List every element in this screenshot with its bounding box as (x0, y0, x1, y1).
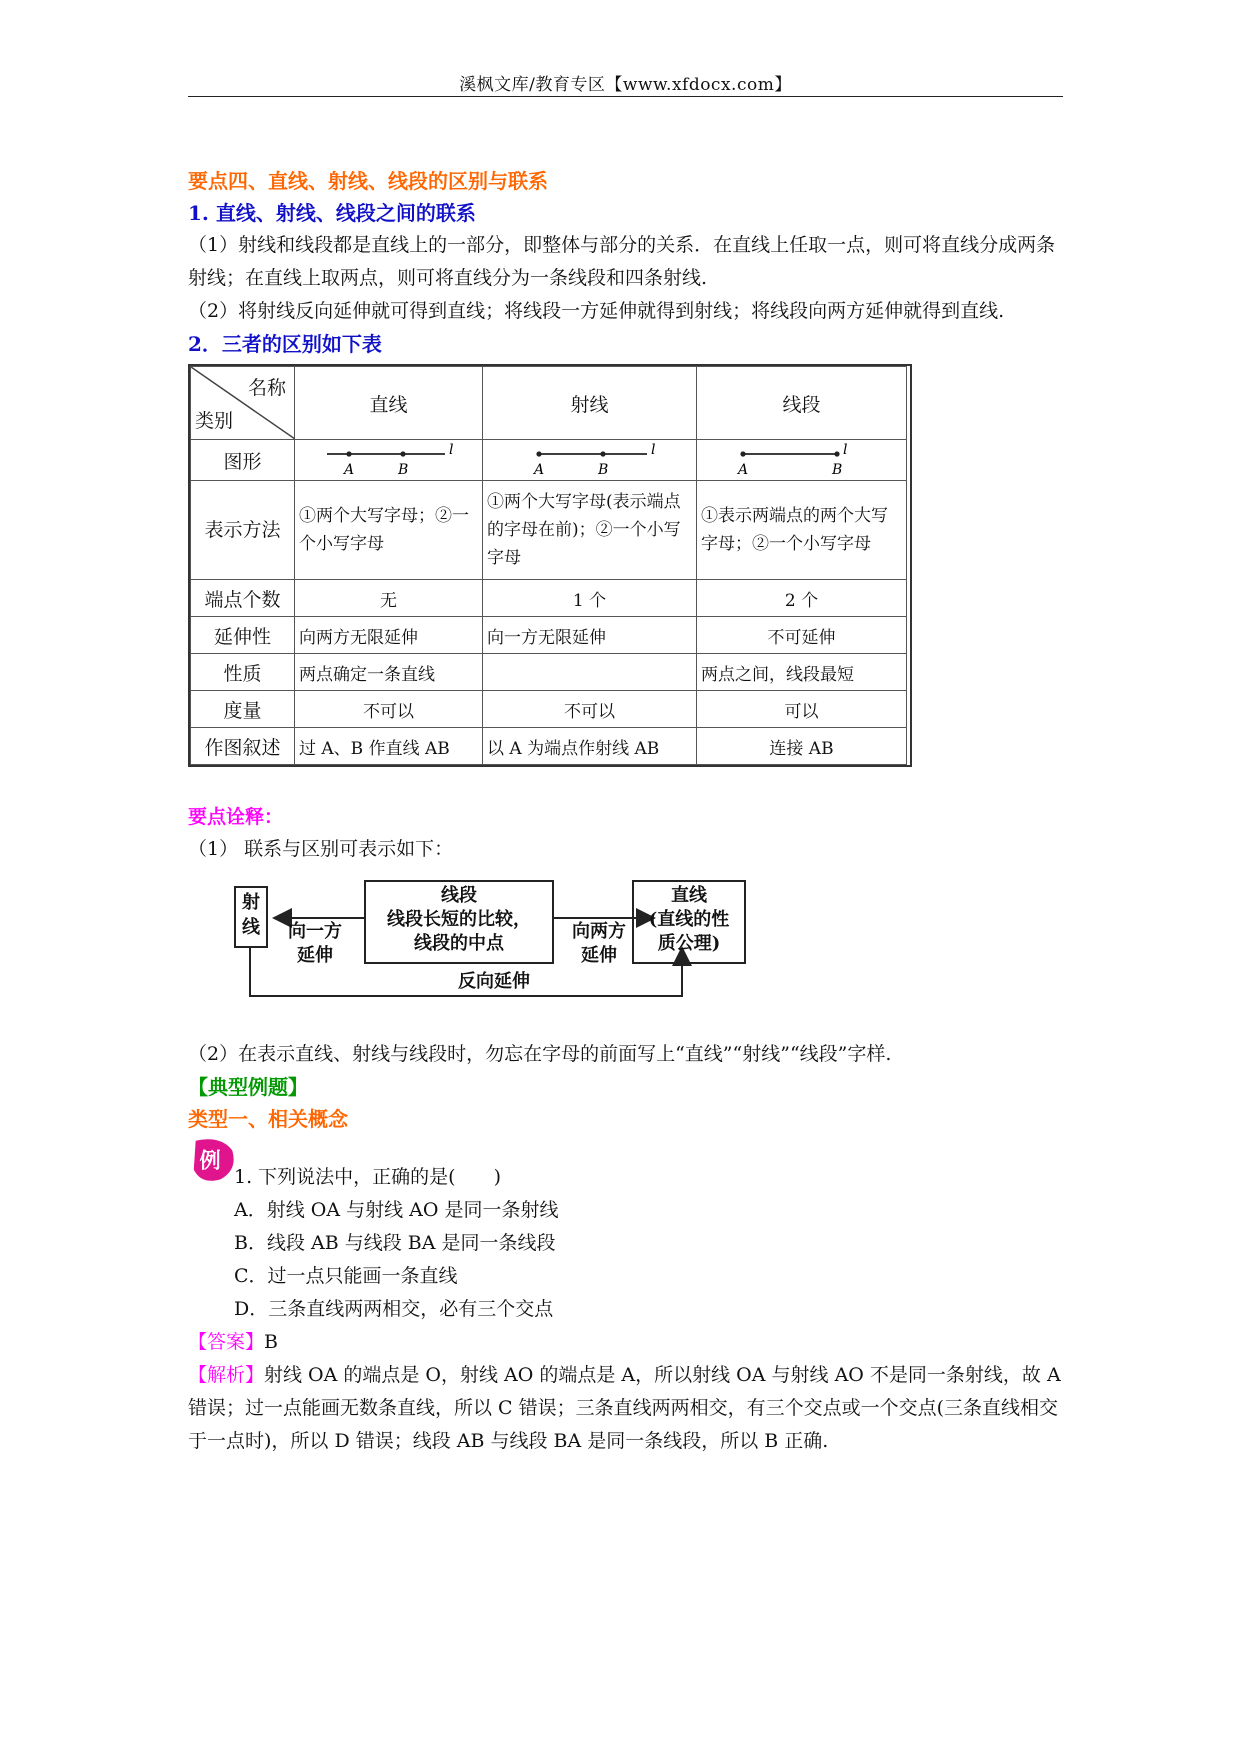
property-line: 两点确定一条直线 (295, 654, 483, 691)
measure-line: 不可以 (295, 691, 483, 728)
row-label-figure: 图形 (191, 440, 295, 481)
row-label-measure: 度量 (191, 691, 295, 728)
answer-tag: 【答案】 (188, 1331, 265, 1353)
analysis-text: 射线 OA 的端点是 O，射线 AO 的端点是 A，所以射线 OA 与射线 AO 不是同一条射线，故 A 错误；过一点能画无数条直线，所以 C 错误；三条直线两两相交，有三个交点或一个交点(三条直线相交于一点时)，所以 D 错误；线段 AB 与线段 BA 是同一条线段，所以 B 正确. (188, 1364, 1061, 1452)
example-badge-label: 例 (199, 1147, 221, 1173)
segment-figure (697, 440, 907, 480)
segment-box (364, 880, 554, 964)
analysis-tag: 【解析】 (188, 1364, 265, 1386)
point-b-label: B (832, 462, 843, 478)
ray-figure (483, 440, 697, 480)
measure-segment: 可以 (697, 691, 907, 728)
row-label-drawing: 作图叙述 (191, 728, 295, 765)
row-label-method: 表示方法 (191, 481, 295, 580)
figure-segment-cell (697, 440, 907, 481)
line-box-line1: 直线 (671, 885, 707, 906)
point-a-label: A (534, 462, 545, 478)
ray-name-label: l (651, 442, 656, 458)
method-line: ①两个大写字母；②一个小写字母 (295, 481, 483, 580)
option-a: A．射线 OA 与射线 AO 是同一条射线 (234, 1199, 559, 1221)
point-a-label: A (738, 462, 749, 478)
corner-category-label: 类别 (195, 410, 234, 432)
subsection-1-title: 1. 直线、射线、线段之间的联系 (188, 201, 476, 225)
header-segment: 线段 (697, 367, 907, 440)
line-box-line3: 质公理) (657, 933, 721, 954)
answer-line (188, 1326, 1063, 1359)
paragraph-1: （1）射线和线段都是直线上的一部分，即整体与部分的关系．在直线上任取一点，则可将直线分成两条射线；在直线上取两点，则可将直线分为一条线段和四条射线. (188, 234, 1056, 289)
subsection-2-title: 2．三者的区别如下表 (188, 332, 382, 356)
answer-value: B (264, 1331, 278, 1353)
drawing-ray: 以 A 为端点作射线 AB (483, 728, 697, 765)
segment-box-line3: 线段的中点 (414, 933, 504, 954)
page-header: 溪枫文库/教育专区【www.xfdocx.com】 (459, 75, 792, 95)
point-b-label: B (598, 462, 609, 478)
drawing-segment: 连接 AB (697, 728, 907, 765)
option-b: B．线段 AB 与线段 BA 是同一条线段 (234, 1232, 556, 1254)
extension-ray: 向一方无限延伸 (483, 617, 697, 654)
paragraph-2: （2）将射线反向延伸就可得到直线；将线段一方延伸就得到射线；将线段向两方延伸就得到直线. (188, 300, 1005, 322)
point-a-label: A (344, 462, 355, 478)
property-segment: 两点之间，线段最短 (697, 654, 907, 691)
arrow-left-line1: 向一方 (288, 921, 342, 942)
property-ray (483, 654, 697, 691)
note-1: （1） 联系与区别可表示如下： (188, 838, 454, 860)
header-line: 直线 (295, 367, 483, 440)
line-figure (295, 440, 483, 480)
header-ray: 射线 (483, 367, 697, 440)
segment-box-line2: 线段长短的比较， (387, 909, 531, 930)
header-rule (188, 96, 1063, 97)
figure-line-cell (295, 440, 483, 481)
extension-line: 向两方无限延伸 (295, 617, 483, 654)
row-label-endpoints: 端点个数 (191, 580, 295, 617)
row-label-property: 性质 (191, 654, 295, 691)
analysis-paragraph (188, 1359, 1063, 1458)
ray-box (234, 886, 268, 948)
segment-box-line1: 线段 (441, 885, 477, 906)
corner-name-label: 名称 (247, 377, 286, 399)
arrow-right-label (556, 920, 642, 968)
endpoints-segment: 2 个 (697, 580, 907, 617)
row-label-extension: 延伸性 (191, 617, 295, 654)
option-c: C．过一点只能画一条直线 (234, 1265, 458, 1287)
type-1-heading: 类型一、相关概念 (188, 1107, 348, 1131)
line-box-line2: (直线的性 (648, 909, 730, 930)
question-1: 1. 下列说法中，正确的是( ) (234, 1166, 501, 1188)
figure-ray-cell (483, 440, 697, 481)
method-segment: ①表示两端点的两个大写字母；②一个小写字母 (697, 481, 907, 580)
method-ray: ①两个大写字母(表示端点的字母在前)；②一个小写字母 (483, 481, 697, 580)
main-content (188, 165, 1063, 1458)
line-name-label: l (449, 442, 454, 458)
point-b-label: B (398, 462, 409, 478)
extension-segment: 不可延伸 (697, 617, 907, 654)
line-box (632, 880, 746, 964)
arrow-right-line2: 延伸 (581, 945, 617, 966)
section-title: 要点四、直线、射线、线段的区别与联系 (188, 169, 548, 193)
relation-diagram (234, 876, 754, 1016)
ray-box-label: 射线 (242, 892, 260, 938)
arrow-left-label (274, 920, 356, 968)
example-1 (188, 1135, 1063, 1326)
drawing-line: 过 A、B 作直线 AB (295, 728, 483, 765)
measure-ray: 不可以 (483, 691, 697, 728)
arrow-right-line1: 向两方 (572, 921, 626, 942)
comparison-table (188, 364, 912, 767)
arrow-left-line2: 延伸 (297, 945, 333, 966)
example-badge-icon (188, 1135, 238, 1185)
endpoints-ray: 1 个 (483, 580, 697, 617)
segment-name-label: l (843, 442, 848, 458)
notes-title: 要点诠释： (188, 806, 284, 828)
table-corner-cell (191, 367, 295, 440)
bottom-arrow-label: 反向延伸 (458, 971, 530, 992)
note-2: （2）在表示直线、射线与线段时，勿忘在字母的前面写上“直线”“射线”“线段”字样. (188, 1043, 892, 1065)
endpoints-line: 无 (295, 580, 483, 617)
examples-heading: 【典型例题】 (188, 1075, 308, 1099)
option-d: D．三条直线两两相交，必有三个交点 (234, 1298, 554, 1320)
